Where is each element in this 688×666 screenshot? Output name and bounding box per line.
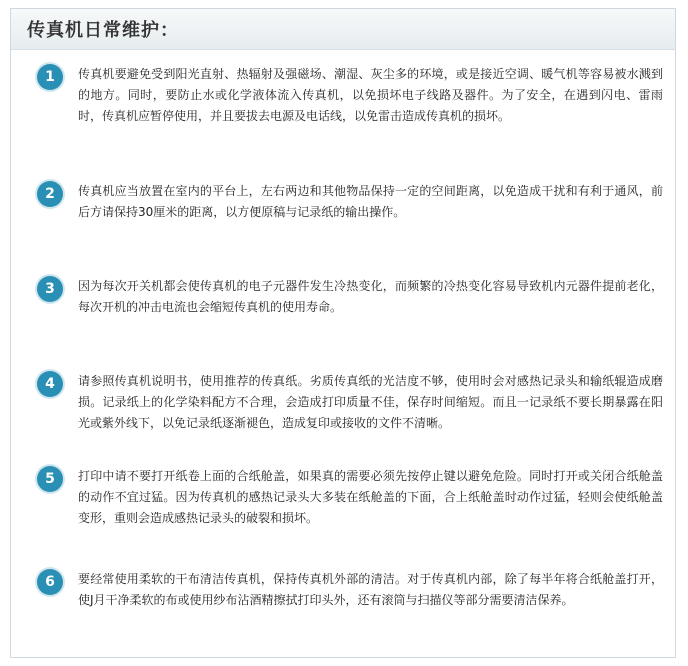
item-text: 要经常使用柔软的干布清洁传真机，保持传真机外部的清洁。对于传真机内部，除了每半年将合纸舱盖打开，使J月干净柔软的布或使用纱布沾酒精擦拭打印头外，还有滚筒与扫描仪等部分需要清洁保养。 — [78, 572, 663, 607]
content-panel — [10, 8, 676, 658]
step-number-badge: 1 — [37, 64, 63, 90]
step-number-badge: 4 — [37, 371, 63, 397]
item-text: 传真机要避免受到阳光直射、热辐射及强磁场、潮湿、灰尘多的环境，或是接近空调、暖气机等容易被水溅到的地方。同时，要防止水或化学液体流入传真机，以免损坏电子线路及器件。为了安全，在遇到闪电、雷雨时，传真机应暂停使用，并且要拔去电源及电话线，以免雷击造成传真机的损坏。 — [78, 67, 663, 123]
step-number-badge: 2 — [37, 181, 63, 207]
section-header — [11, 9, 675, 50]
section-title: 传真机日常维护： — [27, 20, 179, 41]
step-number-badge: 5 — [37, 466, 63, 492]
item-text: 因为每次开关机都会使传真机的电子元器件发生冷热变化，而频繁的冷热变化容易导致机内元器件提前老化，每次开机的冲击电流也会缩短传真机的使用寿命。 — [78, 279, 663, 314]
step-number-badge: 6 — [37, 569, 63, 595]
item-text: 请参照传真机说明书，使用推荐的传真纸。劣质传真纸的光洁度不够，使用时会对感热记录头和输纸辊造成磨损。记录纸上的化学染料配方不合理，会造成打印质量不佳，保存时间缩短。而且一记录纸不要长期暴露在阳光或紫外线下，以免记录纸逐渐褪色，造成复印或接收的文件不清晰。 — [78, 374, 663, 430]
item-text: 传真机应当放置在室内的平台上，左右两边和其他物品保持一定的空间距离，以免造成干扰和有利于通风，前后方请保持30厘米的距离，以方便原稿与记录纸的输出操作。 — [78, 184, 663, 219]
item-text: 打印中请不要打开纸卷上面的合纸舱盖，如果真的需要必须先按停止键以避免危险。同时打开或关闭合纸舱盖的动作不宜过猛。因为传真机的感热记录头大多装在纸舱盖的下面，合上纸舱盖时动作过猛，轻则会使纸舱盖变形，重则会造成感热记录头的破裂和损坏。 — [78, 469, 663, 525]
step-number-badge: 3 — [37, 276, 63, 302]
